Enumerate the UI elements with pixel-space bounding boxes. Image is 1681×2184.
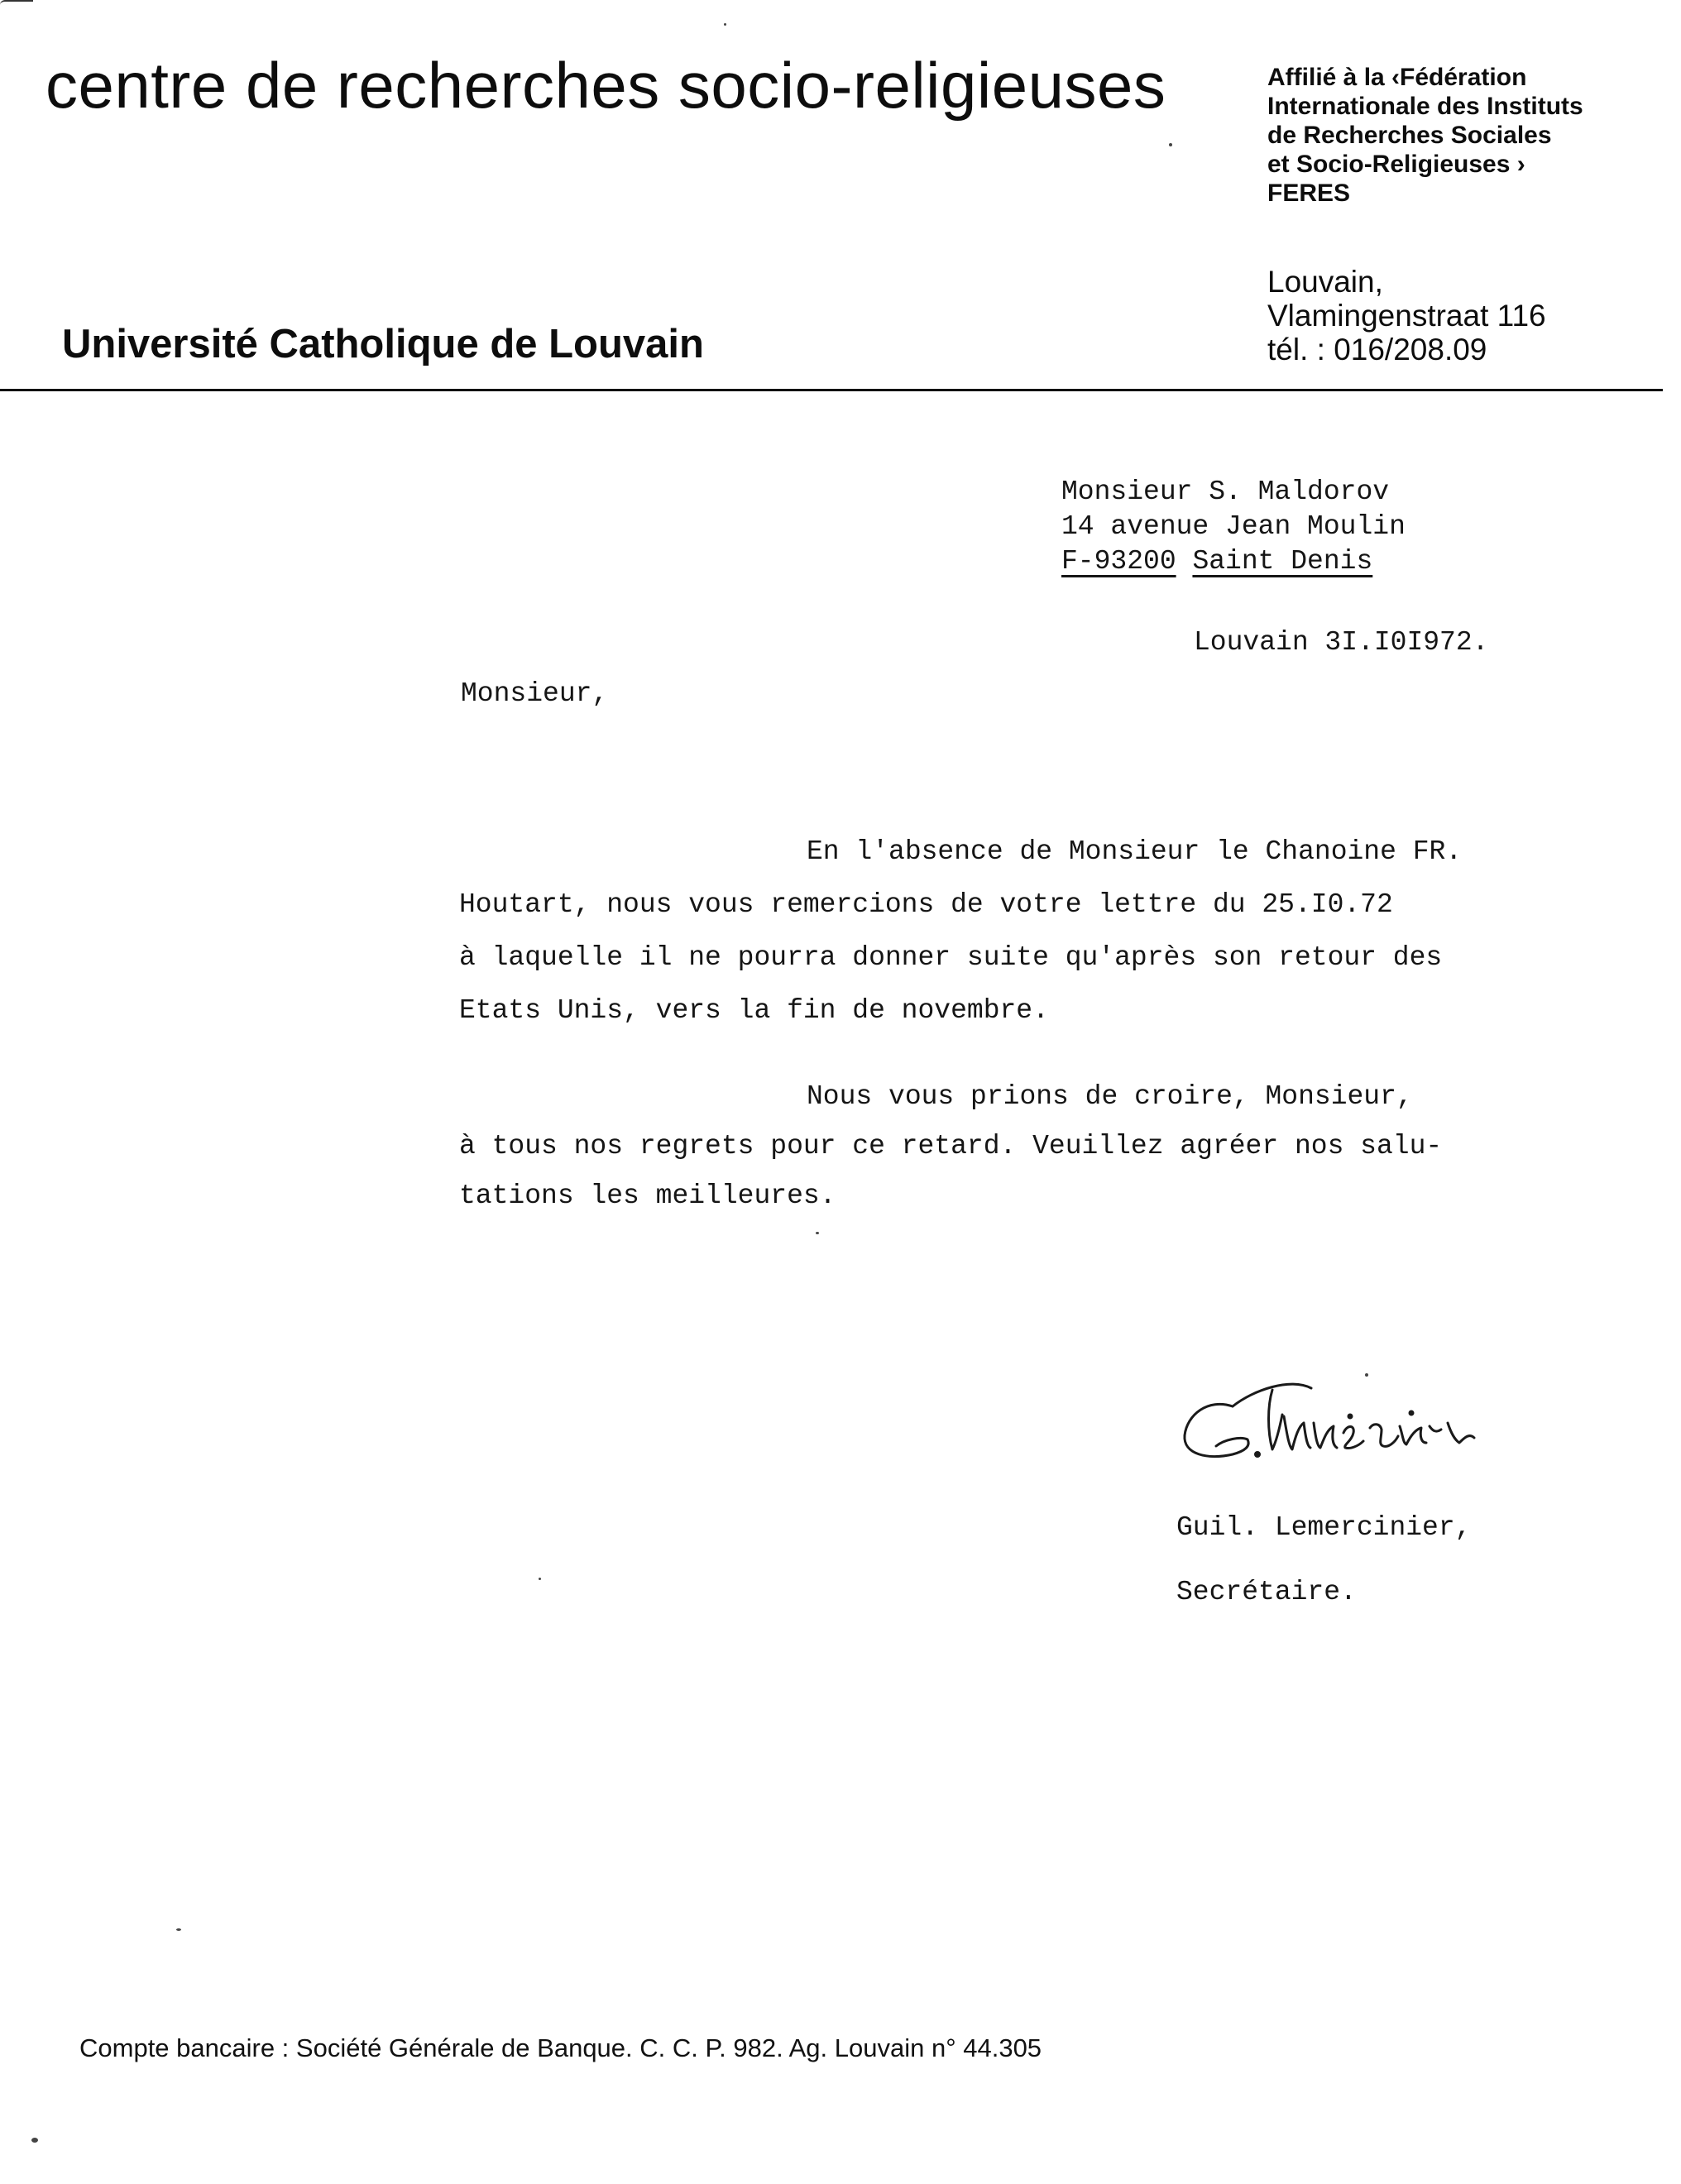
paper-speck — [176, 1928, 181, 1931]
paper-speck — [1169, 143, 1172, 146]
body-line: Etats Unis, vers la fin de novembre. — [459, 995, 1049, 1026]
body-line: tations les meilleures. — [459, 1181, 836, 1211]
recipient-postcode: F-93200 — [1061, 546, 1176, 577]
paper-speck — [539, 1578, 541, 1580]
paper-speck — [31, 2138, 38, 2143]
sender-address — [1267, 265, 1546, 366]
salutation: Monsieur, — [461, 678, 609, 709]
affiliation-line: de Recherches Sociales — [1267, 122, 1552, 149]
signer-block — [1176, 1496, 1471, 1625]
paper-speck — [816, 1232, 819, 1234]
body-line: Nous vous prions de croire, Monsieur, — [807, 1081, 1413, 1112]
recipient-name: Monsieur S. Maldorov — [1061, 477, 1390, 507]
letterhead-divider — [0, 389, 1663, 391]
signer-name: Guil. Lemercinier, — [1176, 1512, 1472, 1543]
affiliation-line: Internationale des Instituts — [1267, 93, 1583, 120]
letter-date: Louvain 3I.I0I972. — [1194, 627, 1489, 658]
affiliation-line: et Socio-Religieuses › — [1267, 151, 1525, 178]
handwritten-signature — [1175, 1357, 1539, 1485]
body-paragraph-1 — [459, 826, 1462, 1037]
body-paragraph-2 — [459, 1072, 1442, 1221]
university-name: Université Catholique de Louvain — [62, 322, 704, 366]
corner-mark — [0, 0, 33, 6]
address-line: tél. : 016/208.09 — [1267, 333, 1487, 366]
address-line: Vlamingenstraat 116 — [1267, 299, 1546, 333]
signer-title: Secrétaire. — [1176, 1577, 1357, 1607]
body-line: Houtart, nous vous remercions de votre lettre du 25.I0.72 — [459, 889, 1393, 920]
body-line: à laquelle il ne pourra donner suite qu'après son retour des — [459, 942, 1443, 973]
affiliation-line: Affilié à la ‹Fédération — [1267, 64, 1527, 91]
paper-speck — [724, 23, 726, 26]
address-line: Louvain, — [1267, 265, 1383, 299]
affiliation-line: FERES — [1267, 180, 1351, 207]
letterhead-title: centre de recherches socio-religieuses — [45, 49, 1166, 122]
body-line: à tous nos regrets pour ce retard. Veuillez agréer nos salu- — [459, 1131, 1443, 1161]
recipient-street: 14 avenue Jean Moulin — [1061, 511, 1406, 542]
paper-speck — [1365, 1373, 1368, 1377]
recipient-city: Saint Denis — [1192, 546, 1373, 577]
bank-account-footer: Compte bancaire : Société Générale de Banque. C. C. P. 982. Ag. Louvain n° 44.305 — [79, 2033, 1042, 2062]
recipient-city-line — [1061, 544, 1406, 579]
affiliation-block — [1267, 63, 1583, 208]
recipient-address — [1061, 475, 1406, 579]
body-line: En l'absence de Monsieur le Chanoine FR. — [807, 836, 1463, 867]
